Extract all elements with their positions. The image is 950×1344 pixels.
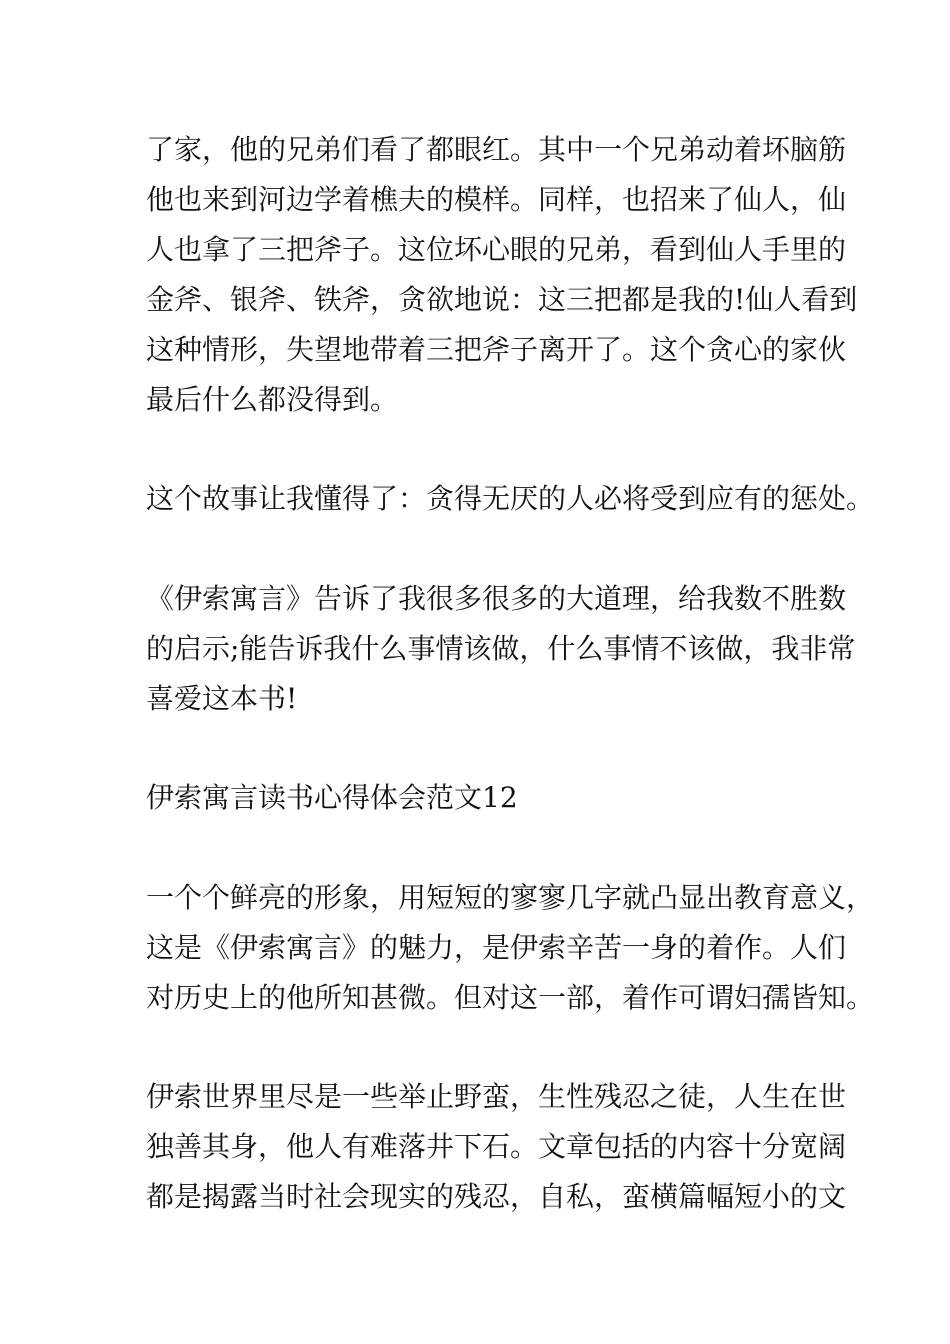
text-line: 独善其身，他人有难落井下石。文章包括的内容十分宽阔 [146,1130,847,1163]
text-line: 的启示;能告诉我什么事情该做，什么事情不该做，我非常 [146,632,856,665]
text-line: 《伊索寓言》告诉了我很多很多的大道理，给我数不胜数 [146,582,847,615]
text-line: 伊索世界里尽是一些举止野蛮，生性残忍之徒，人生在世 [146,1080,847,1113]
text-line: 最后什么都没得到。 [146,383,399,416]
text-line: 这个故事让我懂得了：贪得无厌的人必将受到应有的惩处。 [146,482,875,515]
text-line: 这种情形，失望地带着三把斧子离开了。这个贪心的家伙 [146,333,847,366]
text-line: 了家，他的兄弟们看了都眼红。其中一个兄弟动着坏脑筋 [146,133,847,166]
text-line: 都是揭露当时社会现实的残忍，自私，蛮横篇幅短小的文 [146,1180,847,1213]
text-line: 对历史上的他所知甚微。但对这一部，着作可谓妇孺皆知。 [146,981,875,1014]
text-line: 喜爱这本书! [146,682,298,715]
text-line: 这是《伊索寓言》的魅力，是伊索辛苦一身的着作。人们 [146,931,847,964]
section-heading: 伊索寓言读书心得体会范文12 [146,781,518,814]
text-line: 人也拿了三把斧子。这位坏心眼的兄弟，看到仙人手里的 [146,233,847,266]
text-line: 一个个鲜亮的形象，用短短的寥寥几字就凸显出教育意义， [146,881,875,914]
text-line: 金斧、银斧、铁斧，贪欲地说：这三把都是我的!仙人看到 [146,283,858,316]
text-line: 他也来到河边学着樵夫的模样。同样，也招来了仙人，仙 [146,183,847,216]
